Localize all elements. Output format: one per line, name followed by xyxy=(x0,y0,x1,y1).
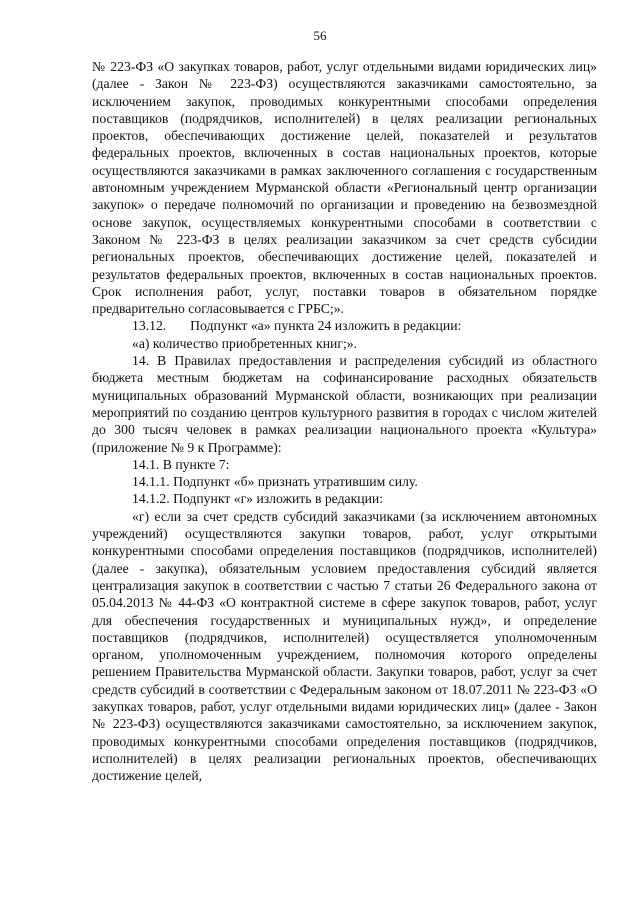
paragraph-14-1-2: 14.1.2. Подпункт «г» изложить в редакции: xyxy=(132,491,384,507)
page-number: 56 xyxy=(313,28,327,43)
paragraph-14: 14. В Правилах предоставления и распределения субсидий из областного бюджета местным бюджетам на софинансирование расходных обязательств муниципальных образований Мурманской области, возникающих при реализации мероприятий по созданию центров культурного развития в городах с числом жителей до 300 тысяч человек в рамках реализации национального проекта «Культура» (приложение № 9 к Программе): xyxy=(92,353,597,455)
paragraph-subitem-g: «г) если за счет средств субсидий заказчиками (за исключением автономных учреждений) осуществляются закупки товаров, работ, услуг открытыми конкурентными способами определения поставщиков (подрядчиков, исполнителей) (далее - закупка), обязательным условием предоставления субсидий является централизация закупок в соответствии с частью 7 статьи 26 Федерального закона от 05.04.2013 № 44-ФЗ «О контрактной системе в сфере закупок товаров, работ, услуг для обеспечения государственных и муниципальных нужд», и определение поставщиков (подрядчиков, исполнителей) осуществляется уполномоченным органом, уполномоченным учреждением, полномочия которого определены решением Правительства Мурманской области. Закупки товаров, работ, услуг за счет средств субсидий в соответствии с Федеральным законом от 18.07.2011 № 223-ФЗ «О закупках товаров, работ, услуг отдельными видами юридических лиц» (далее - Закон № 223-ФЗ) осуществляются заказчиками самостоятельно, за исключением закупок, проводимых конкурентными способами определения поставщиков (подрядчиков, исполнителей) в целях реализации региональных проектов, обеспечивающих достижение целей, xyxy=(92,508,597,784)
paragraph-subitem-a: «а) количество приобретенных книг;». xyxy=(132,335,358,351)
paragraph-14-1: 14.1. В пункте 7: xyxy=(132,456,230,472)
document-body xyxy=(92,58,597,784)
paragraph-13-12: 13.12. Подпункт «а» пункта 24 изложить в редакции: xyxy=(132,318,462,334)
paragraph-continuation: № 223-ФЗ «О закупках товаров, работ, услуг отдельными видами юридических лиц» (далее - Закон № 223-ФЗ) осуществляются заказчиками самостоятельно, за исключением закупок, проводимых конкурентными способами определения поставщиков (подрядчиков, исполнителей) в целях реализации региональных проектов, обеспечивающих достижение целей, показателей и результатов федеральных проектов, включенных в состав национальных проектов, которые осуществляются заказчиками в рамках заключенного соглашения с государственным автономным учреждением Мурманской области «Региональный центр организации закупок» о передаче полномочий по организации и проведению на безвозмездной основе закупок, осуществляемых конкурентными способами в соответствии с Законом № 223-ФЗ в целях реализации заказчиком за счет средств субсидии региональных проектов, обеспечивающих достижение целей, показателей и результатов федеральных проектов, включенных в состав национальных проектов. Срок исполнения работ, услуг, поставки товаров в обязательном порядке предварительно согласовывается с ГРБС;». xyxy=(92,59,597,317)
paragraph-14-1-1: 14.1.1. Подпункт «б» признать утратившим силу. xyxy=(132,474,418,490)
